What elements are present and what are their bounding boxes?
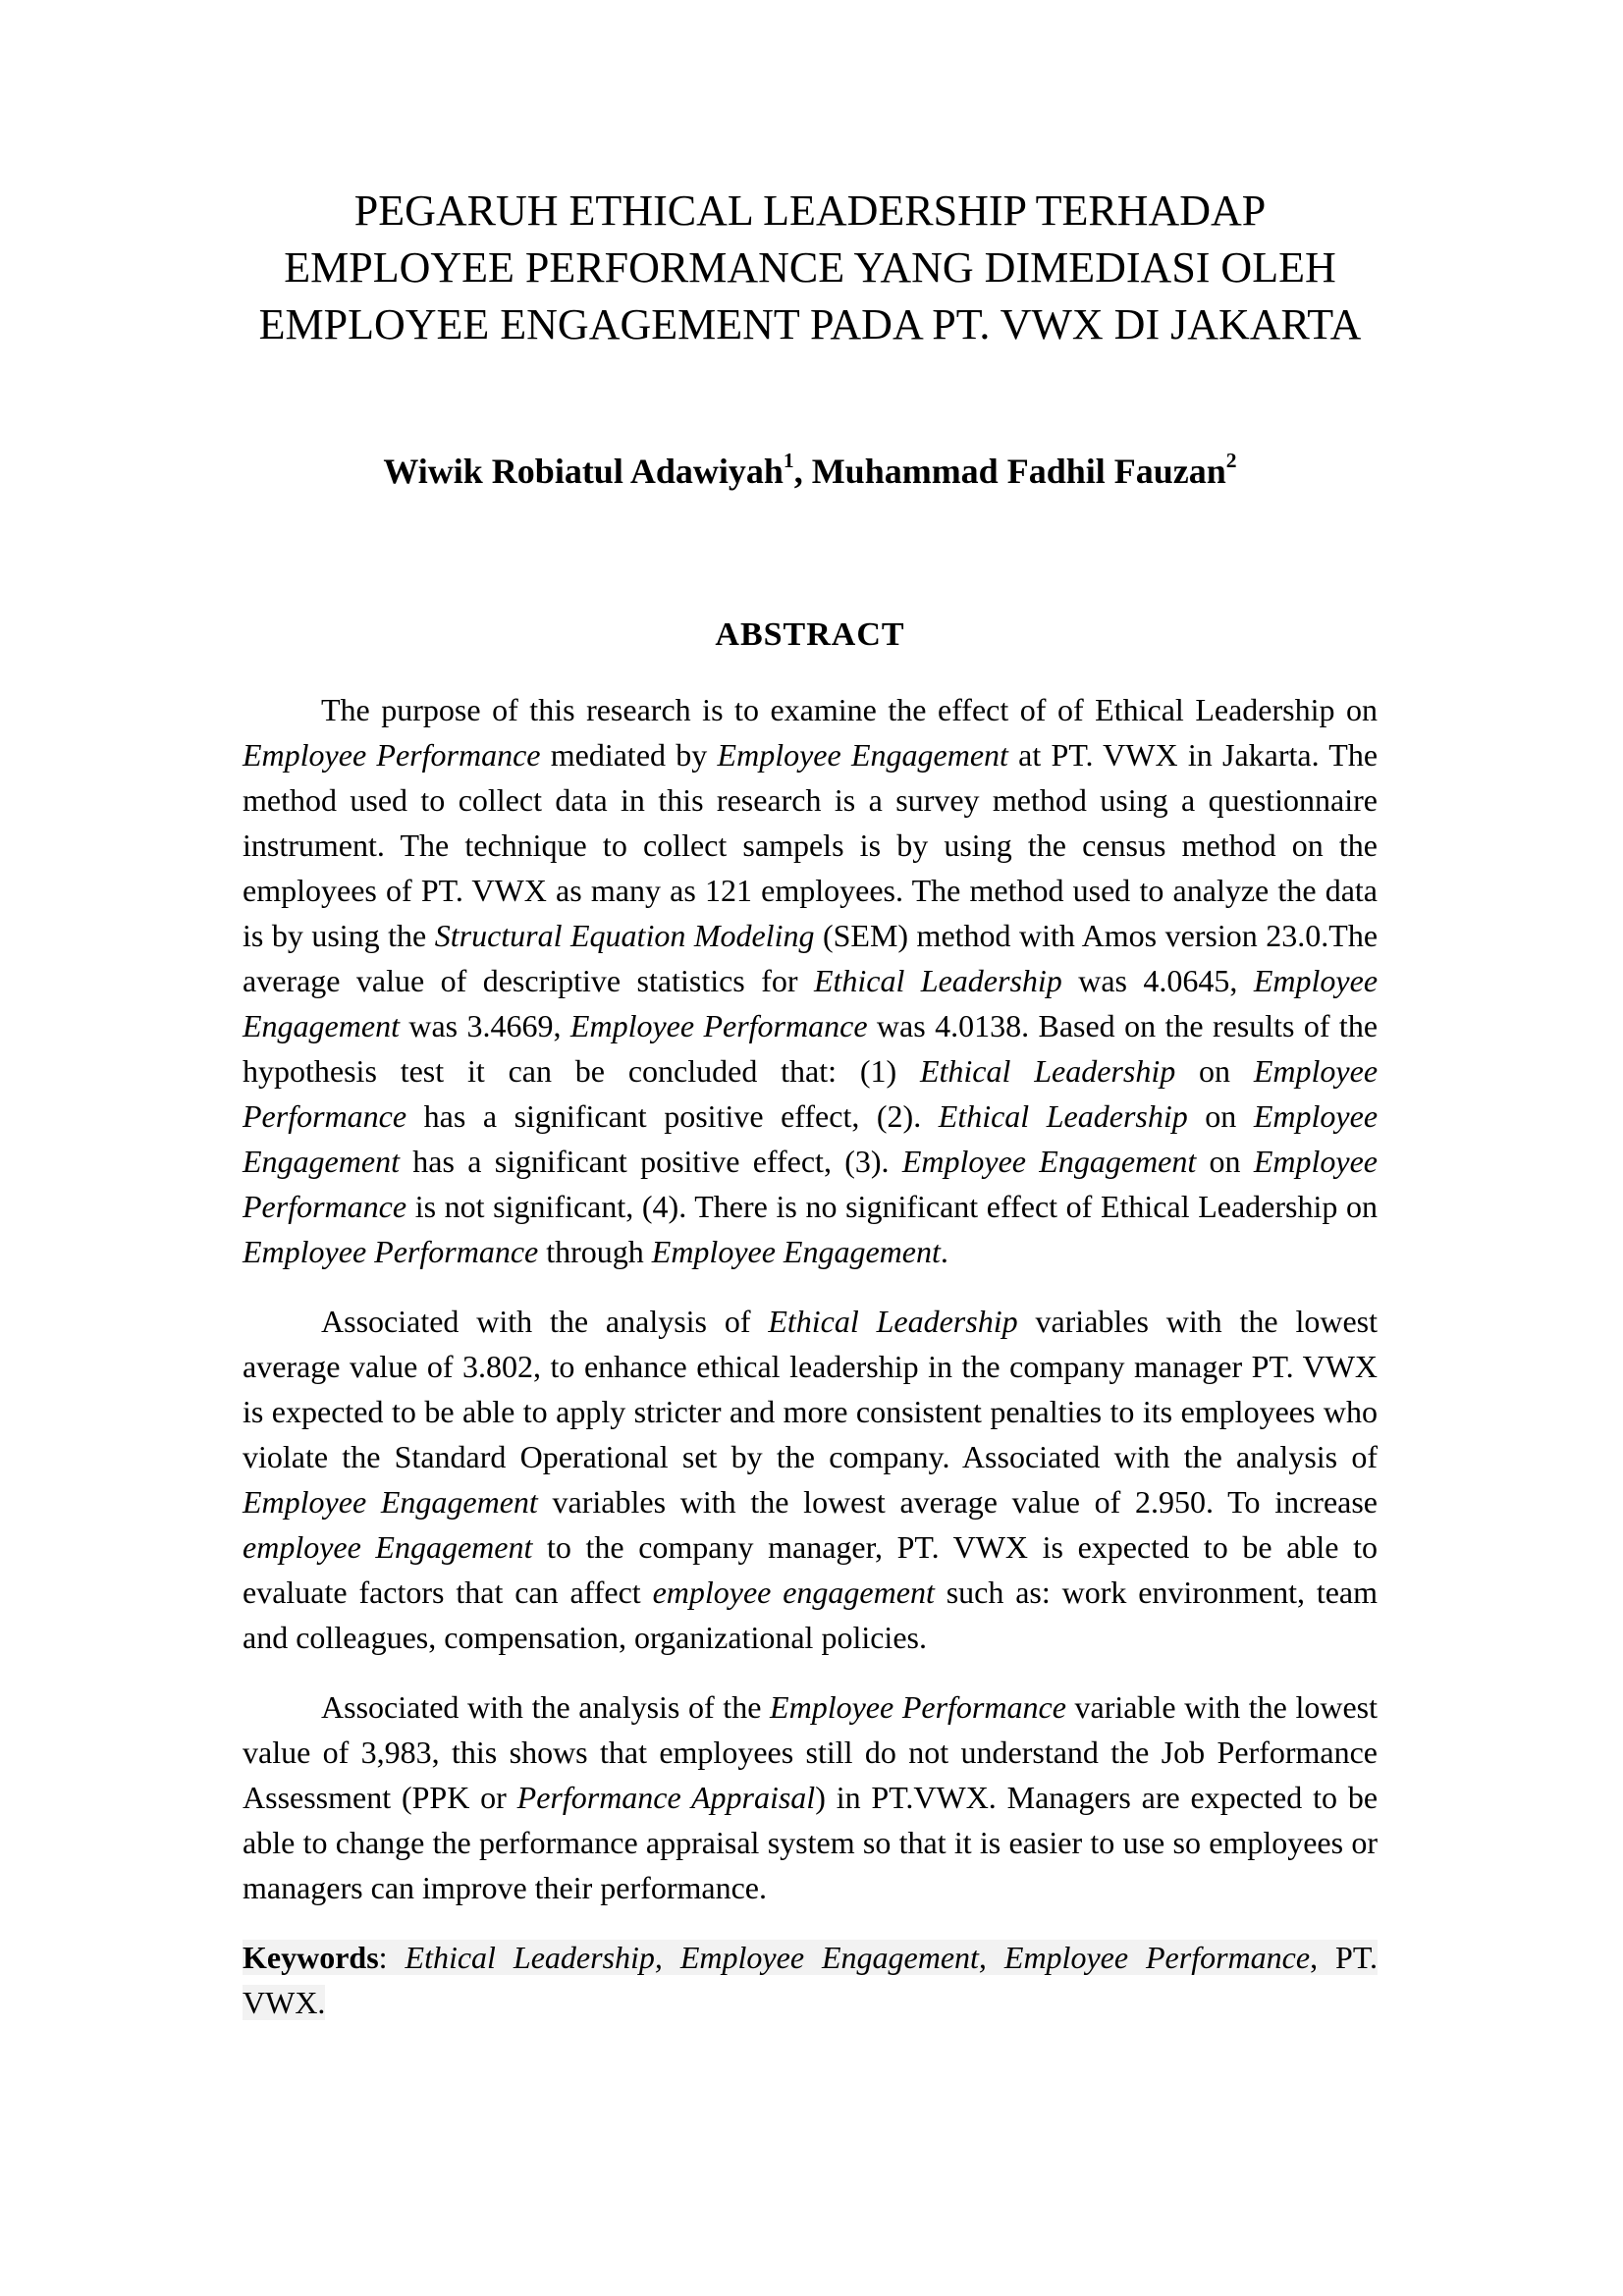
- authors-line: Wiwik Robiatul Adawiyah$^1$, Muhammad Fadhil Fauzan$^2$: [383, 448, 1237, 491]
- keywords-highlight: Keywords: Ethical Leadership, Employee Engagement, Employee Performance, PT. VWX.: [243, 1940, 1379, 2020]
- abstract-paragraph-1: The purpose of this research is to examine the effect of of Ethical Leadership on Employee Performance mediated by Employee Engagement at PT. VWX in Jakarta. The method used to collect data in this research is a survey method using a questionnaire instrument. The technique to collect sampels is by using the census method on the employees of PT. VWX as many as 121 employees. The method used to analyze the data is by using the Structural Equation Modeling (SEM) method with Amos version 23.0.The average value of descriptive statistics for Ethical Leadership was 4.0645, Employee Engagement was 3.4669, Employee Performance was 4.0138. Based on the results of the hypothesis test it can be concluded that: (1) Ethical Leadership on Employee Performance has a significant positive effect, (2). Ethical Leadership on Employee Engagement has a significant positive effect, (3). Employee Engagement on Employee Performance is not significant, (4). There is no significant effect of Ethical Leadership on Employee Performance through Employee Engagement.: [243, 692, 1379, 1269]
- abstract-paragraph-3: Associated with the analysis of the Employee Performance variable with the lowest value of 3,983, this shows that employees still do not understand the Job Performance Assessment (PPK or Performance Appraisal) in PT.VWX. Managers are expected to be able to change the performance appraisal system so that it is easier to use so employees or managers can improve their performance.: [243, 1689, 1379, 1905]
- paper-title: [243, 183, 1378, 353]
- title-line-2: EMPLOYEE PERFORMANCE YANG DIMEDIASI OLEH: [284, 243, 1336, 292]
- abstract-heading: ABSTRACT: [715, 616, 905, 653]
- keywords-line: [243, 1935, 1378, 2025]
- title-line-1: PEGARUH ETHICAL LEADERSHIP TERHADAP: [353, 187, 1267, 235]
- title-line-3: EMPLOYEE ENGAGEMENT PADA PT. VWX DI JAKARTA: [258, 300, 1362, 348]
- abstract-paragraph-2: Associated with the analysis of Ethical Leadership variables with the lowest average value of 3.802, to enhance ethical leadership in the company manager PT. VWX is expected to be able to apply stricter and more consistent penalties to its employees who violate the Standard Operational set by the company. Associated with the analysis of Employee Engagement variables with the lowest average value of 2.950. To increase employee Engagement to the company manager, PT. VWX is expected to be able to evaluate factors that can affect employee engagement such as: work environment, team and colleagues, compensation, organizational policies.: [243, 1304, 1379, 1655]
